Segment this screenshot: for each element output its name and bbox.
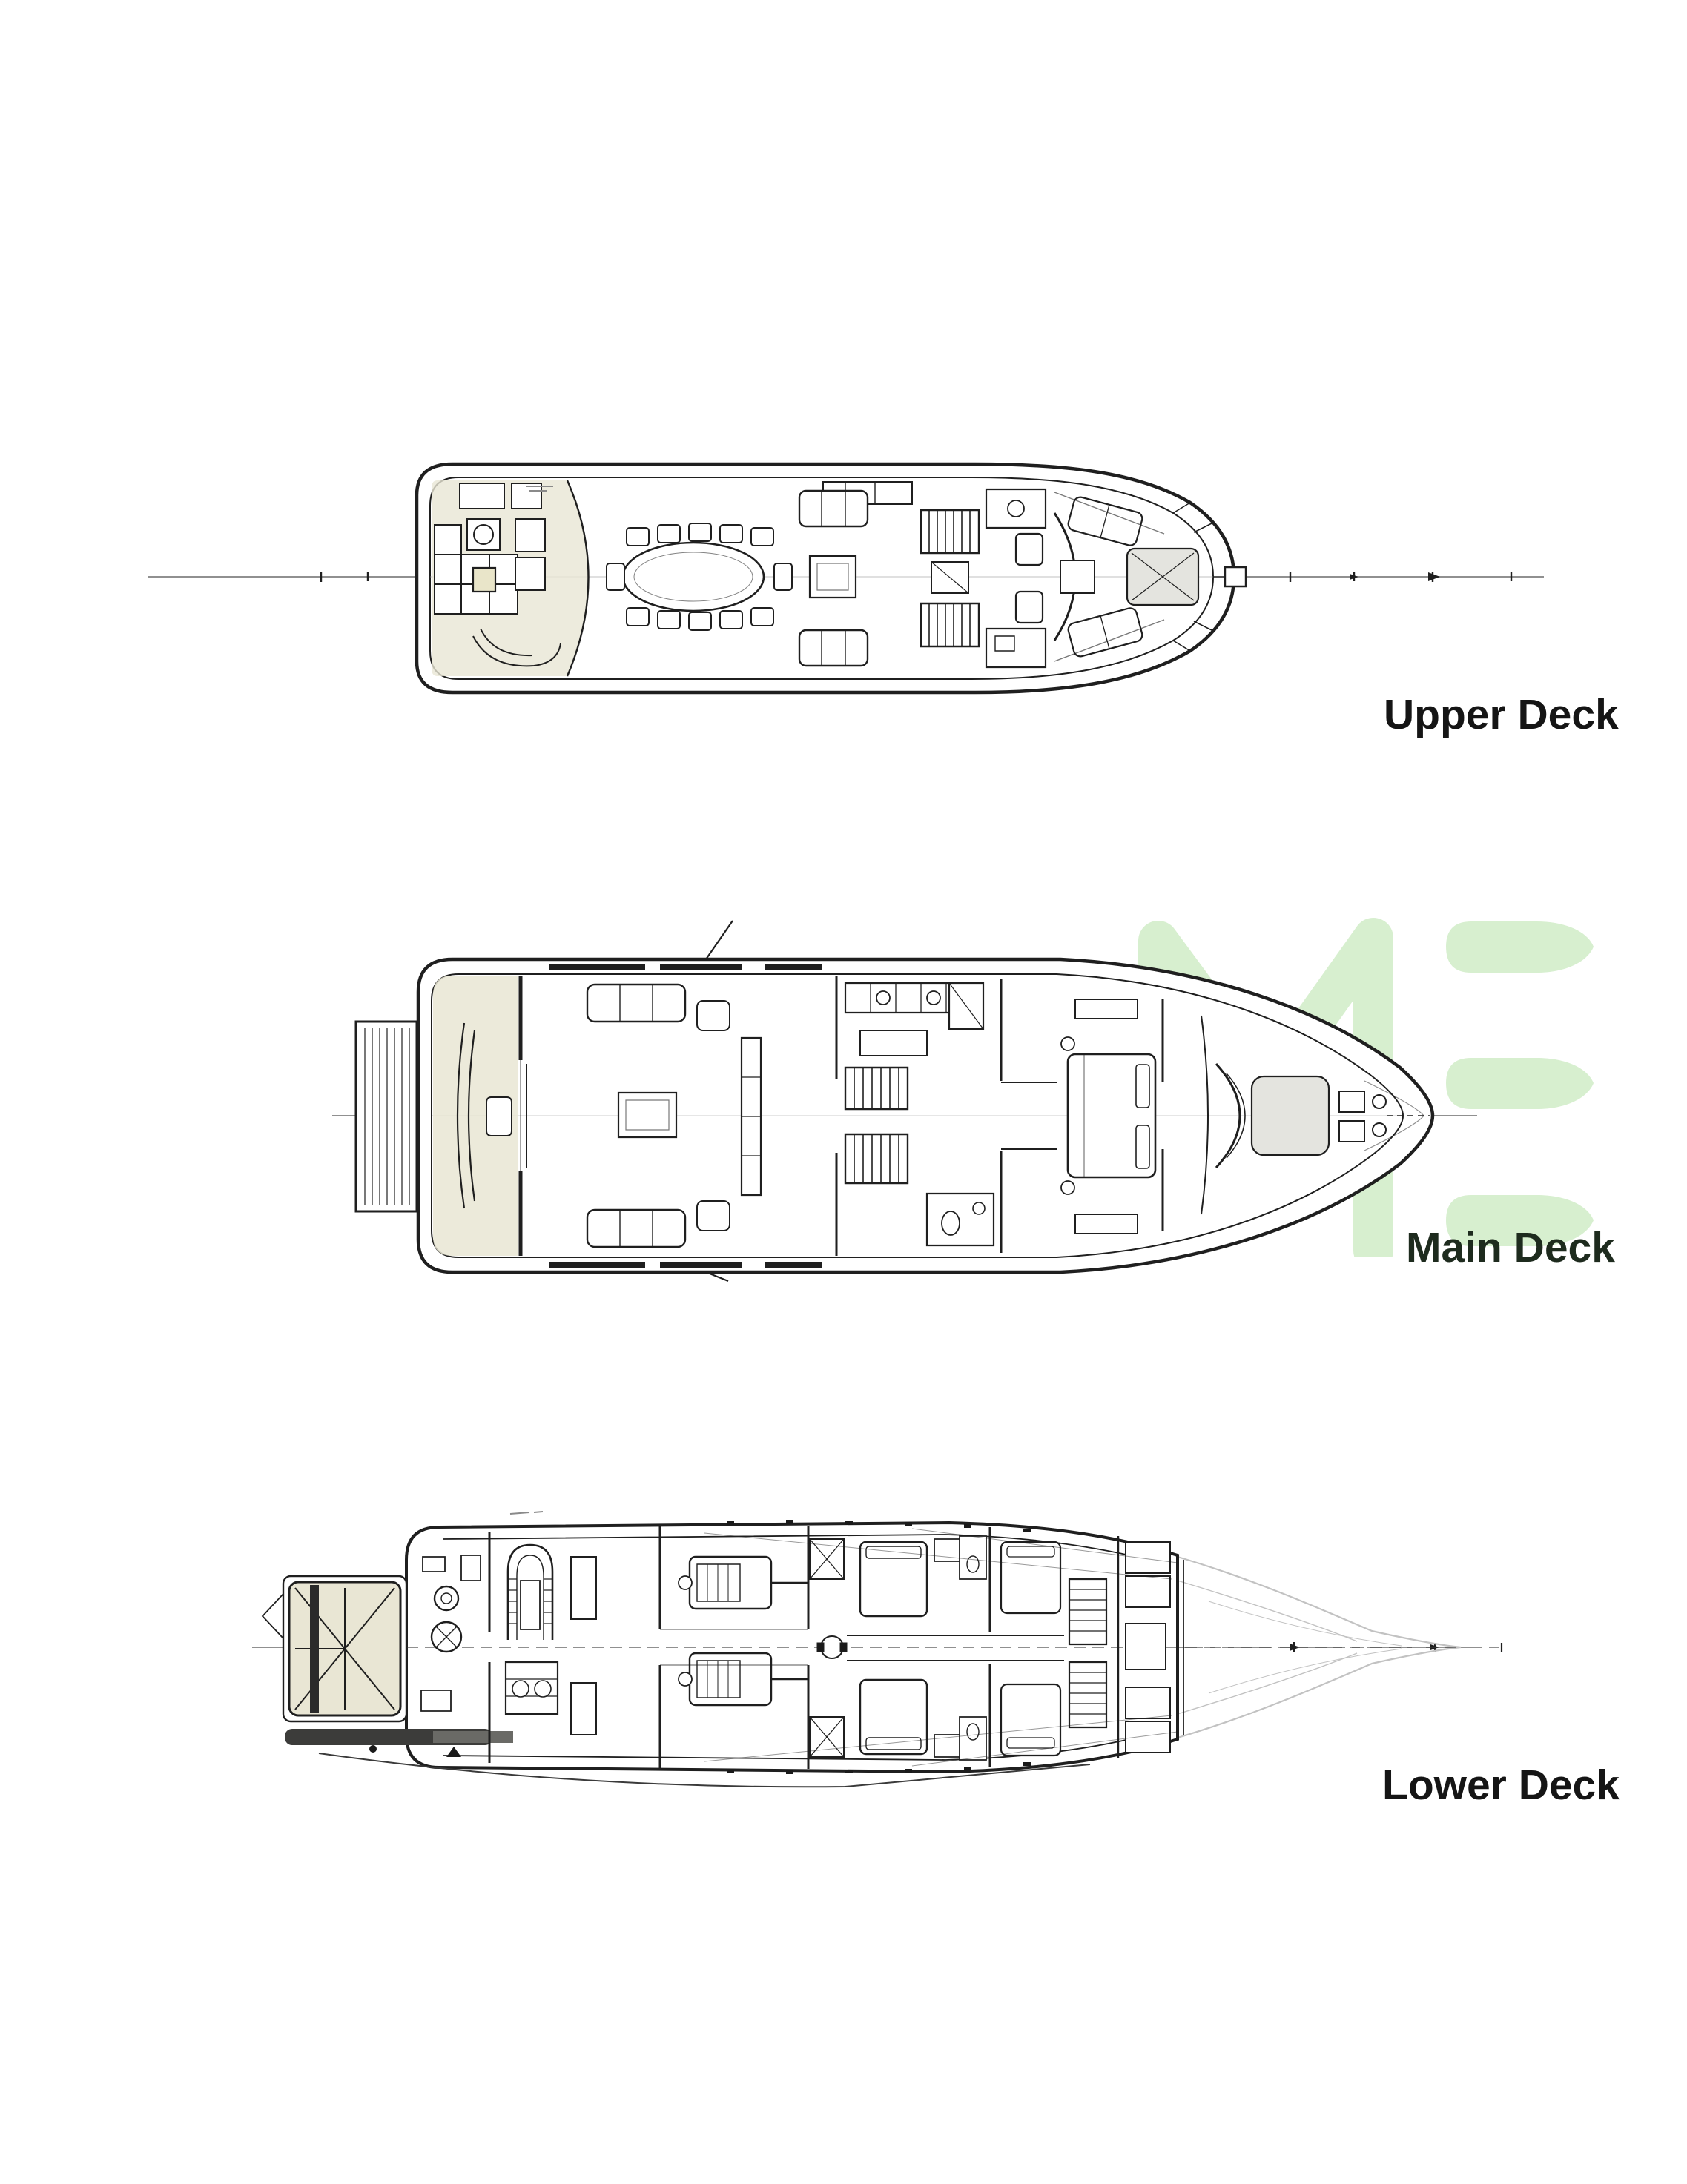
upper-aft-deck [432, 480, 589, 676]
upper-deck-label: Upper Deck [1384, 691, 1619, 738]
upper-deck-plan [141, 445, 1550, 712]
lower-deck-plan [245, 1468, 1520, 1853]
main-aft-deck [433, 976, 526, 1256]
main-deck-plan [326, 912, 1483, 1283]
main-deck-label: Main Deck [1406, 1224, 1615, 1271]
lower-deck-label: Lower Deck [1382, 1761, 1620, 1809]
lower-tiny-note [510, 1512, 543, 1514]
